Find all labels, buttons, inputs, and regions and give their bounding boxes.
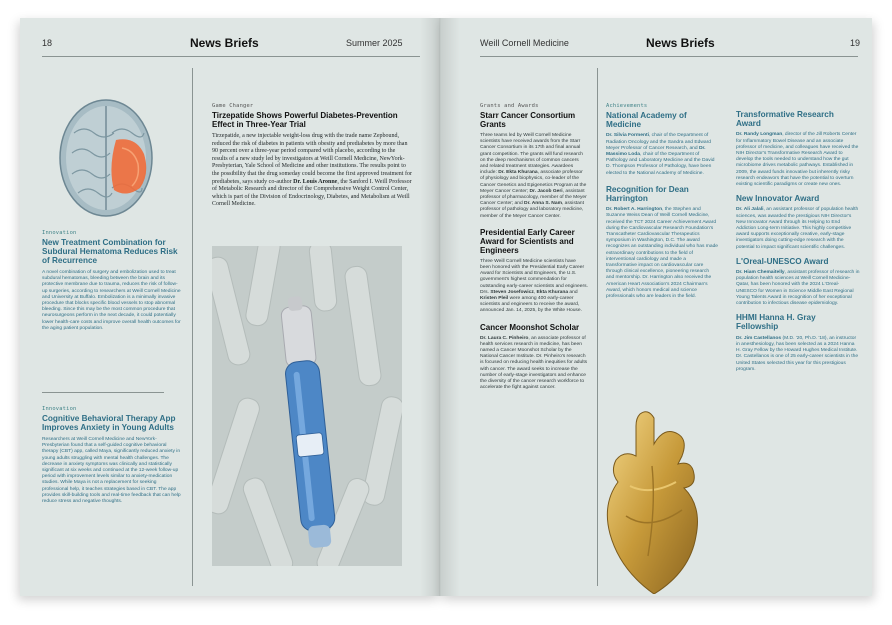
kicker-innovation-1: Innovation <box>42 230 77 236</box>
body-nam: Dr. Silvia Formenti, chair of the Department of Radiation Oncology and the Sandra and Edward Meyer Professor of Cancer Research, and Dr. Massimo Loda, chair of the Department of Pathology and Laboratory Medicine and the David D. Thompson Professor of Pathology, have been elected to the National Academy of Medicine. <box>606 133 715 176</box>
title-nam: National Academy of Medicine <box>606 111 687 130</box>
title-loreal: L'Oreal-UNESCO Award <box>736 256 829 266</box>
body-tirzepatide: Tirzepatide, a new injectable weight-loss drug with the trade name Zepbound, reduced the risk of diabetes in patients with obesity and prediabetes by more than 90 percent over a three-year period compared with placebo, according to the results of a new study led by investigators at Weill Cornell Medicine, NewYork-Presbyterian, Yale School of Medicine and other institutions. The results point to the possibility that the drug someday could become the first approved treatment for prediabetes, says study co-author Dr. Louis Aronne, the Sanford I. Weill Professor of Metabolic Research and director of the Comprehensive Weight Control Center, which is part of the Division of Endocrinology, Diabetes, and Metabolism at Weill Cornell Medicine. <box>212 133 412 208</box>
article-grants <box>480 103 588 392</box>
body-subdural: A novel combination of surgery and embolization used to treat subdural hematomas, bleeding between the brain and its protective membrane due to trauma, reduces the risk of follow-up surgeries, according to researchers at Weill Cornell Medicine and University at Buffalo. Embolization is a minimally invasive procedure that blocks specific blood vessels to stop abnormal bleeding. Since this may be the most common procedure that neurosurgeons perform in the next decade, it could potentially lower health-care costs and improve overall health outcomes for the aging patient population. <box>42 270 181 331</box>
section-title-left: News Briefs <box>190 36 259 50</box>
body-moonshot: Dr. Laura C. Pinheiro, an associate professor of health services research in medicine, has been named a Cancer Moonshot Scholar by the National Cancer Institute. Dr. Pinheiro's research is focused on reducing health inequities for adults with cancer. The award seeks to increase the number of early-stage investigators and enhance the diversity of the cancer research workforce to accelerate the fight against cancer. <box>480 335 588 391</box>
title-hhmi: HHMI Hanna H. Gray Fellowship <box>736 313 816 332</box>
header-rule-right <box>480 56 858 57</box>
page-number-left: 18 <box>42 38 53 48</box>
body-transformative: Dr. Randy Longman, director of the Jill Roberts Center for Inflammatory Bowel Disease and an associate professor of medicine, and colleagues have received the NIH Director's Transformative Research Award to develop the tools needed to understand how the gut microbiome drives metabolic pathways. Established in 2009, the award funds innovative but inherently risky research endeavors that have the potential to overturn existing scientific paradigms or create new ones. <box>736 132 859 188</box>
injection-pen-photo <box>212 246 402 566</box>
body-cbt-app: Researchers at Weill Cornell Medicine and NewYork-Presbyterian found that a self-guided cognitive behavioral therapy (CBT) app, called Maya, significantly reduced anxiety in young adults struggling with mental health challenges. The decrease in anxiety symptoms was clinically and statistically significant at six weeks and continued at the 12-week follow-up period with improvement levels similar to anxiety-medication studies. While Maya is not a replacement for seeking professional help, it teaches strategies based in CBT. The app provides skill-building tools and real-time feedback that can help reduce stress and negative thoughts. <box>42 437 181 505</box>
kicker-achievements: Achievements <box>606 103 648 109</box>
title-subdural: New Treatment Combination for Subdural Hematoma Reduces Risk of Recurrence <box>42 238 178 265</box>
divider-left-col <box>42 392 164 393</box>
article-subdural <box>42 230 182 332</box>
column-divider-left <box>192 68 193 586</box>
title-new-innovator: New Innovator Award <box>736 194 820 204</box>
body-pecase: Three Weill Cornell Medicine scientists have been honored with the Presidential Early Career Award for Scientists and Engineers, the U.S. government's highest commendation for outstanding early-career scientists and engineers. Drs. Steven Josefowicz, Ekta Khurana and Kristen Pleil were among 400 early-career scientists and engineers to receive the award, announced Jan. 14, 2025, by the White House. <box>480 258 588 314</box>
column-divider-right <box>597 68 598 586</box>
body-loreal: Dr. Hiam Chemaitelly, assistant professor of research in population health sciences at Weill Cornell Medicine-Qatar, has been honored with the 2024 L'Oreal-UNESCO for Women in Science Middle East Regional Young Talents Award in recognition of her exceptional contribution to infectious disease epidemiology. <box>736 270 860 307</box>
right-page <box>440 18 872 596</box>
kicker-innovation-2: Innovation <box>42 406 77 412</box>
title-transformative: Transformative Research Award <box>736 110 834 129</box>
title-recognition: Recognition for Dean Harrington <box>606 184 689 204</box>
body-new-innovator: Dr. Ali Jalali, an assistant professor of population health sciences, was awarded the prestigious NIH Director's New Innovator Award through its Helping to End Addiction Long-term Initiative. This highly competitive award supports exceptionally creative, early-stage investigators doing cutting-edge research with the potential to impact significant scientific challenges. <box>736 207 859 250</box>
article-tirzepatide <box>212 103 412 209</box>
title-tirzepatide: Tirzepatide Shows Powerful Diabetes-Prevention Effect in Three-Year Trial <box>212 111 398 129</box>
article-cbt-app <box>42 406 182 505</box>
gold-heart-illustration <box>600 406 720 594</box>
brain-illustration <box>46 78 166 240</box>
article-awards <box>736 110 860 373</box>
header-rule-left <box>42 56 420 57</box>
issue-label: Summer 2025 <box>346 38 403 48</box>
kicker-grants: Grants and Awards <box>480 103 539 109</box>
kicker-game-changer: Game Changer <box>212 103 254 109</box>
magazine-spread <box>20 18 872 596</box>
title-moonshot: Cancer Moonshot Scholar <box>480 322 580 332</box>
body-starr: Three teams led by Weill Cornell Medicine scientists have received awards from the Starr Cancer Consortium in its 17th and final annual grant competition. The grants will fund research on the deep mechanisms of common cancers and related treatment strategies. Awardees include: Dr. Ekta Khurana, associate professor of physiology and biophysics, co-leader of the Cancer Genetics and Epigenetics Program at the Meyer Cancer Center; Dr. Jacob Geri, assistant professor of pharmacology, member of the Meyer Cancer Center; and Dr. Anna S. Nam, assistant professor of pathology and laboratory medicine, member of the Meyer Cancer Center. <box>480 133 587 219</box>
title-starr: Starr Cancer Consortium Grants <box>480 111 576 129</box>
article-achievements <box>606 103 718 300</box>
page-number-right: 19 <box>850 38 861 48</box>
publication-label: Weill Cornell Medicine <box>480 38 569 48</box>
spine-gutter <box>420 18 460 596</box>
section-title-right: News Briefs <box>646 36 715 50</box>
left-page <box>20 18 440 596</box>
body-recognition: Dr. Robert A. Harrington, the Stephen and Suzanne Weiss Dean of Weill Cornell Medicine, received the TCT 2024 Career Achievement Award during the Cardiovascular Research Foundation's Transcatheter Cardiovascular Therapeutics symposium in Washington, D.C. The award recognizes an outstanding individual who has made extraordinary contributions to the field of interventional cardiology and made a transformative impact on cardiovascular care through clinical excellence, pioneering research and mentorship. Dr. Harrington also received the American Heart Association's 2024 Chairman's Award, which honors medical and science professionals who are leaders in the field. <box>606 207 719 300</box>
title-cbt-app: Cognitive Behavioral Therapy App Improves Anxiety in Young Adults <box>42 414 176 432</box>
title-pecase: Presidential Early Career Award for Scientists and Engineers <box>480 227 575 255</box>
body-hhmi: Dr. Jim Castellanos (M.D. '20, Ph.D. '18), an instructor in anesthesiology, has been selected as a 2024 Hanna H. Gray Fellow by the Howard Hughes Medical Institute. Dr. Castellanos is one of 25 early-career scientists in the United States selected this year for this prestigious program. <box>736 335 859 372</box>
